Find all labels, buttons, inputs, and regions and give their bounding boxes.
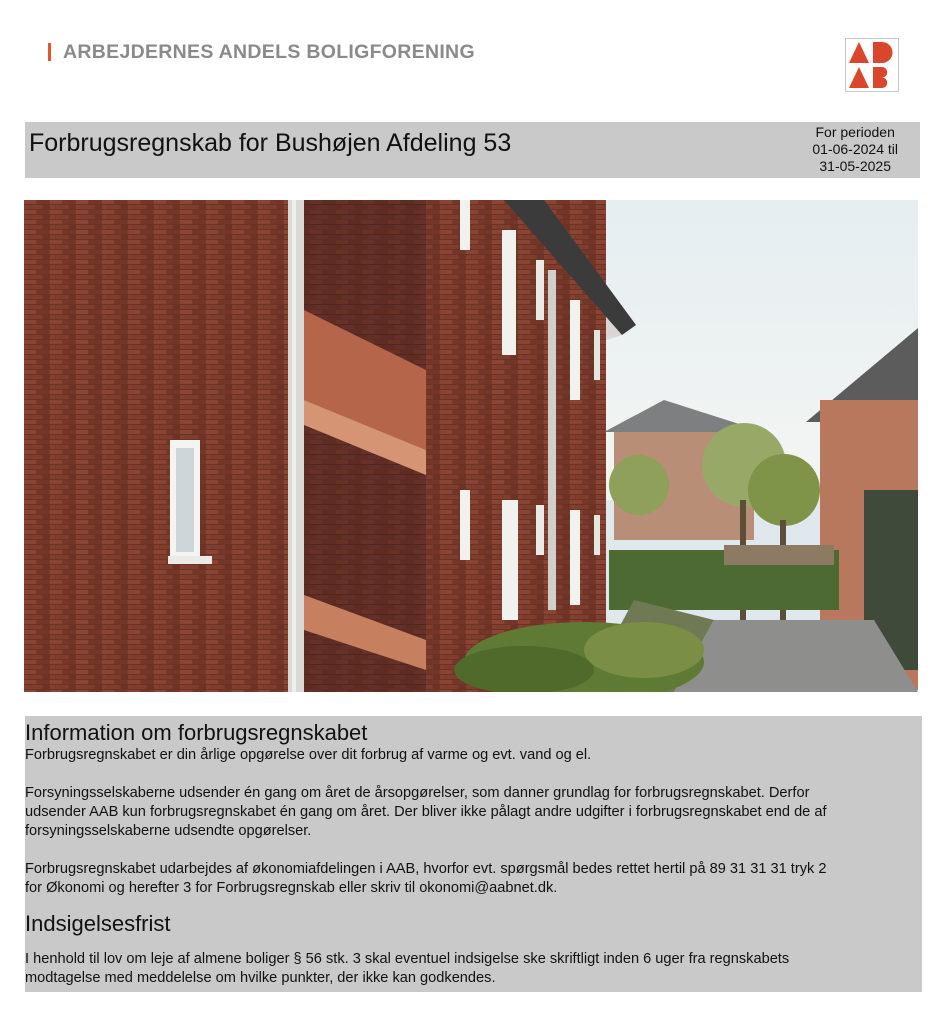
deadline-paragraph-line-1: I henhold til lov om leje af almene boliger § 56 stk. 3 skal eventuel indsigelse ske skriftligt inden 6 uger fra regnskabets	[25, 951, 790, 967]
period-end: 31-05-2025	[819, 158, 891, 174]
organization-name: ARBEJDERNES ANDELS BOLIGFORENING	[63, 40, 475, 63]
info-paragraph-1: Forbrugsregnskabet er din årlige opgørelse over dit forbrug af varme og evt. vand og el.	[25, 747, 592, 763]
building-photo	[24, 200, 918, 692]
organization-header	[48, 40, 475, 64]
info-paragraph-2-line-3: forsyningsselskaberne udsendte opgørelser.	[25, 823, 312, 839]
info-paragraph-3-line-1: Forbrugsregnskabet udarbejdes af økonomiafdelingen i AAB, hvorfor evt. spørgsmål bedes rettet hertil på 89 31 31 31 tryk 2	[25, 861, 827, 877]
title-band	[25, 122, 920, 178]
info-paragraph-3-line-2: for Økonomi og herefter 3 for Forbrugsregnskab eller skriv til okonomi@aabnet.dk.	[25, 880, 558, 896]
accent-bar	[48, 43, 51, 61]
aab-logo-mark	[846, 39, 898, 91]
information-box	[25, 716, 922, 992]
deadline-heading: Indsigelsesfrist	[25, 911, 171, 936]
page-title: Forbrugsregnskab for Bushøjen Afdeling 53	[29, 129, 512, 157]
info-paragraph-2-line-2: udsender AAB kun forbrugsregnskabet én gang om året. Der bliver ikke pålagt andre udgifter i forbrugsregnskabet end de af	[25, 804, 827, 820]
info-paragraph-2-line-1: Forsyningsselskaberne udsender én gang om året de årsopgørelser, som danner grundlag for forbrugsregnskabet. Derfor	[25, 785, 810, 801]
aab-logo	[845, 38, 899, 92]
building-illustration	[24, 200, 918, 692]
information-heading: Information om forbrugsregnskabet	[25, 720, 368, 745]
period-range: 01-06-2024 til	[812, 141, 898, 157]
deadline-paragraph-line-2: modtagelse med meddelelse om hvilke punkter, der ikke kan godkendes.	[25, 970, 496, 986]
period-info	[812, 124, 898, 175]
period-label: For perioden	[815, 124, 895, 140]
